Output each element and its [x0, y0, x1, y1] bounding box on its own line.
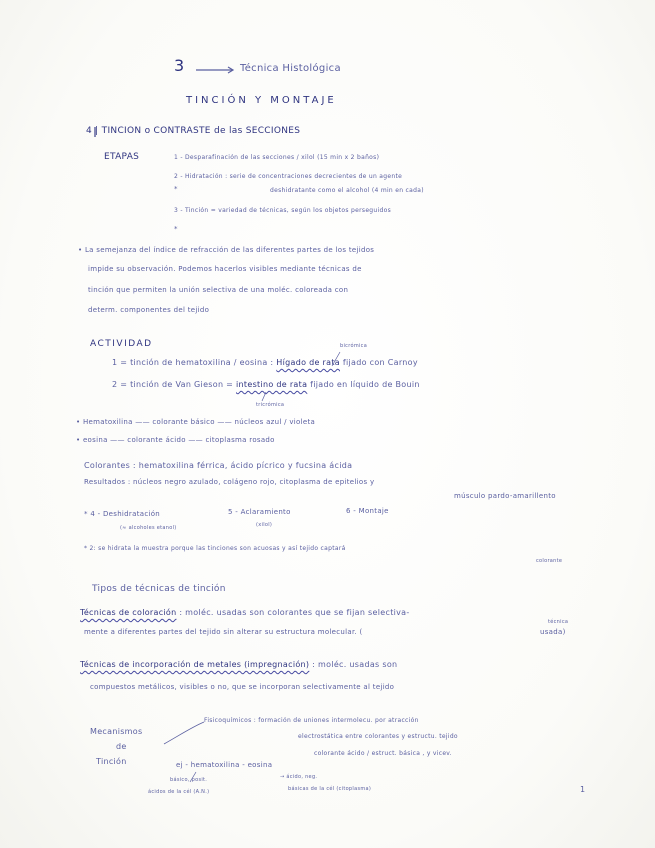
- higado-de-rata: Hígado de rata: [276, 358, 340, 367]
- note-hidratacion: * 2: se hidrata la muestra porque las tinciones son acuosas y así tejido captará: [84, 545, 346, 552]
- page-subtitle: TINCIÓN Y MONTAJE: [186, 95, 337, 106]
- fisicoquimicos-line-3: colorante ácido / estruct. básica , y vicev.: [314, 750, 452, 757]
- acido-note: → ácido, neg.: [280, 774, 318, 780]
- intestino-de-rata: intestino de rata: [236, 380, 308, 389]
- step-4: * 4 - Deshidratación: [84, 510, 161, 518]
- eosina-line: • eosina —— colorante ácido —— citoplasma rosado: [76, 436, 275, 444]
- section-number: 3: [174, 56, 185, 75]
- incorporacion-line-1: [80, 661, 397, 669]
- incorporacion-line-2: compuestos metálicos, visibles o no, que se incorporan selectivamente al tejido: [90, 683, 395, 691]
- acidos-note: ácidos de la cél (A.N.): [148, 789, 210, 795]
- step-2-continued: deshidratante como el alcohol (4 min en cada): [270, 187, 424, 194]
- page-title: Técnica Histológica: [240, 63, 341, 74]
- actividad-heading: ACTIVIDAD: [90, 339, 153, 349]
- step-2: 2 - Hidratación : serie de concentraciones decrecientes de un agente: [174, 173, 403, 180]
- etapas-label: ETAPAS: [104, 152, 140, 162]
- mecanismos-branch: [164, 722, 204, 744]
- tricromica-pointer: [262, 392, 266, 401]
- incorporacion-def: : moléc. usadas son: [312, 660, 398, 669]
- mecanismos-label-2: de: [116, 742, 127, 751]
- header-arrow-head: [228, 67, 233, 73]
- paragraph-line-4: determ. componentes del tejido: [88, 306, 210, 314]
- fisicoquimicos-line-2: electrostática entre colorantes y estructu. tejido: [298, 733, 458, 740]
- example-line: ej - hematoxilina - eosina: [176, 761, 273, 769]
- note-bicromica: bicrómica: [340, 343, 368, 349]
- coloracion-line-1: [80, 609, 410, 617]
- paragraph-line-1: • La semejanza del índice de refracción de las diferentes partes de los tejidos: [78, 246, 375, 254]
- coloracion-line-2: mente a diferentes partes del tejido sin alterar su estructura molecular. (: [84, 628, 363, 636]
- star-marker-2: *: [174, 225, 178, 233]
- section-heading: 4 | TINCION o CONTRASTE de las SECCIONES: [86, 126, 301, 136]
- mecanismos-label-3: Tinción: [96, 757, 127, 766]
- step-6: 6 - Montaje: [346, 507, 389, 515]
- step-1: 1 - Desparafinación de las secciones / xilol (15 min x 2 baños): [174, 154, 380, 161]
- tecnicas-coloracion: Técnicas de coloración: [80, 608, 177, 617]
- step-4-note: (≈ alcoholes etanol): [120, 525, 177, 531]
- step-5-note: (xilol): [256, 522, 273, 528]
- resultados-line-1: Resultados : núcleos negro azulado, colágeno rojo, citoplasma de epitelios y: [84, 478, 375, 486]
- actividad-1-fixation: fijado con Carnoy: [342, 358, 418, 367]
- actividad-2-text: 2 = tinción de Van Gieson =: [112, 380, 234, 389]
- colorantes-line: Colorantes : hematoxilina férrica, ácido pícrico y fucsina ácida: [84, 461, 353, 470]
- actividad-line-2: [112, 381, 420, 389]
- hematoxilina-line: • Hematoxilina —— colorante básico —— núcleos azul / violeta: [76, 418, 316, 426]
- actividad-2-fixation: fijado en líquido de Bouin: [310, 380, 420, 389]
- note-tricromica: tricrómica: [256, 402, 285, 408]
- paragraph-line-3: tinción que permiten la unión selectiva de una moléc. coloreada con: [88, 286, 349, 294]
- fisicoquimicos-line-1: Fisicoquímicos : formación de uniones intermolecu. por atracción: [204, 717, 419, 724]
- star-marker: *: [174, 185, 178, 193]
- actividad-line-1: [112, 359, 418, 367]
- coloracion-note-top: técnica: [548, 619, 569, 625]
- resultados-line-2: músculo pardo-amarillento: [454, 492, 556, 500]
- coloracion-note-bottom: usada): [540, 628, 566, 636]
- basico-note: básico, posit.: [170, 777, 208, 783]
- paragraph-line-2: impide su observación. Podemos hacerlos visibles mediante técnicas de: [88, 265, 362, 273]
- actividad-1-text: 1 = tinción de hematoxilina / eosina :: [112, 358, 274, 367]
- basicas-note: básicas de la cél (citoplasma): [288, 786, 372, 792]
- step-3: 3 - Tinción = variedad de técnicas, según los objetos perseguidos: [174, 207, 391, 214]
- tipos-heading: Tipos de técnicas de tinción: [92, 584, 226, 594]
- mecanismos-label-1: Mecanismos: [90, 727, 143, 736]
- page-number: 1: [580, 785, 586, 794]
- tecnicas-incorporacion: Técnicas de incorporación de metales (impregnación): [80, 660, 310, 669]
- coloracion-def: : moléc. usadas son colorantes que se fijan selectiva-: [179, 608, 410, 617]
- note-hidratacion-end: colorante: [536, 558, 563, 564]
- step-5: 5 - Aclaramiento: [228, 508, 291, 516]
